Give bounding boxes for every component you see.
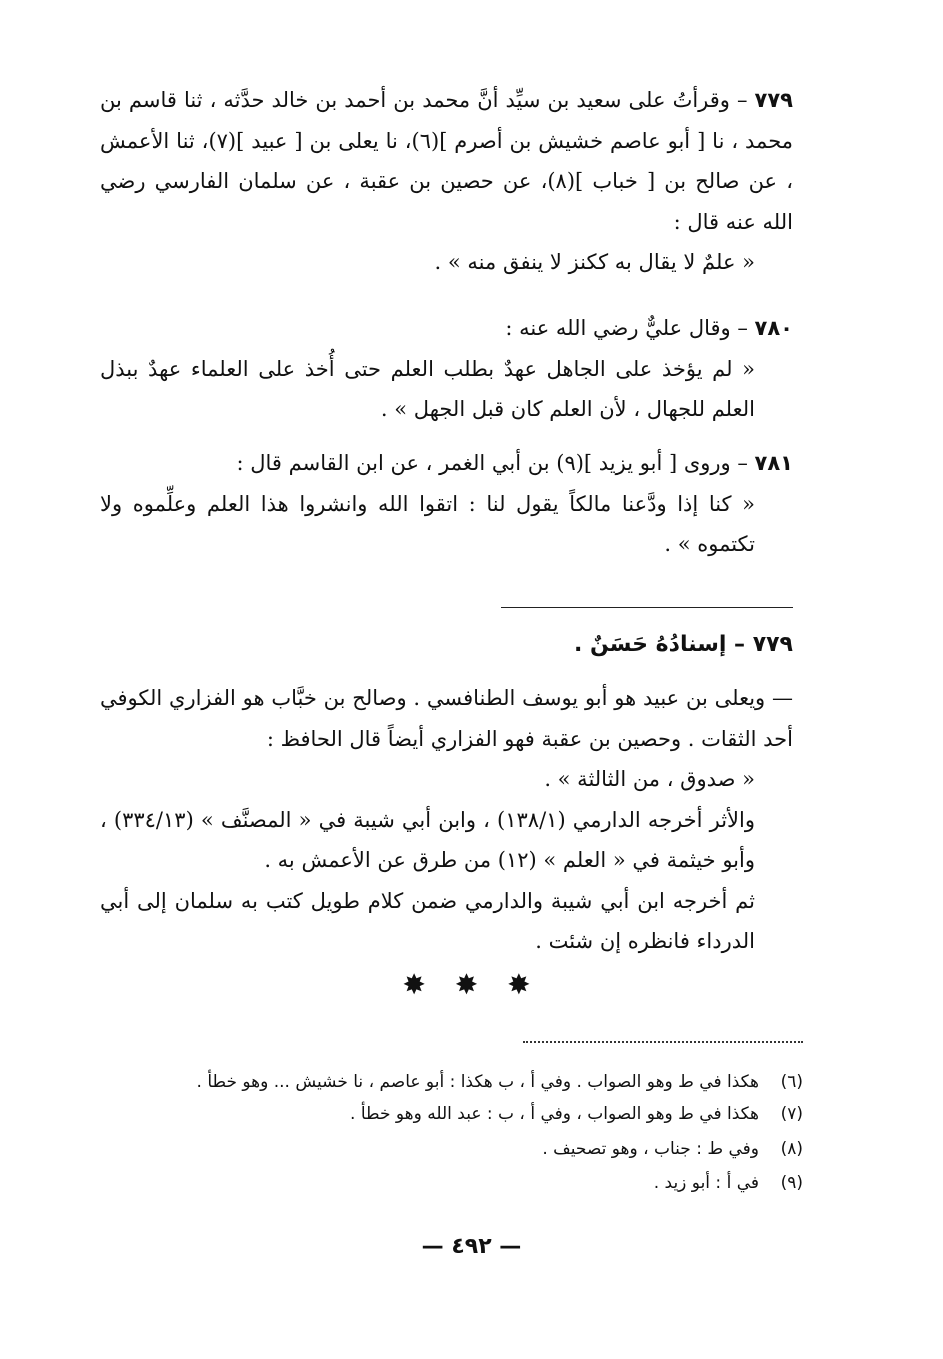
- footnote-text: هكذا في ط وهو الصواب . وفي أ ، ب هكذا : أبو عاصم ، نا خشيش ... وهو خطأ .: [196, 1072, 759, 1092]
- narration-781-text: [100, 443, 793, 484]
- footnote-marker: (٩): [780, 1173, 803, 1193]
- narration-number: ٧٨١: [754, 451, 793, 475]
- commentary-quote: « صدوق ، من الثالثة » .: [544, 767, 755, 791]
- footnote-9: [120, 1168, 803, 1198]
- narration-number: ٧٧٩: [754, 88, 793, 112]
- narration-779-text: [100, 80, 793, 242]
- footnote-8: [120, 1134, 803, 1164]
- narration-body: – وروى [ أبو يزيد ](٩) بن أبي الغمر ، عن ابن القاسم قال :: [236, 451, 755, 475]
- footnote-7: [120, 1099, 803, 1129]
- section-stars-ornament: ✸ ✸ ✸: [402, 968, 541, 1001]
- narration-body: – وقال عليٌّ رضي الله عنه :: [505, 316, 755, 340]
- narration-780-quote: « لم يؤخذ على الجاهل عهدٌ بطلب العلم حتى أُخذ على العلماء عهدٌ ببذل العلم للجهال ، لأن العلم كان قبل الجهل » .: [100, 356, 755, 421]
- footnote-text: وفي ط : جناب ، وهو تصحيف .: [542, 1139, 759, 1159]
- commentary-title: ٧٧٩ – إسنادُهُ حَسَنٌ .: [573, 632, 793, 657]
- narration-number: ٧٨٠: [754, 316, 793, 340]
- commentary-body: [100, 678, 793, 962]
- footnote-marker: (٦): [780, 1072, 803, 1092]
- commentary-paragraph: والأثر أخرجه الدارمي (١٣٨/١) ، وابن أبي شيبة في « المصنَّف » (٣٣٤/١٣) ، وأبو خيثمة في « العلم » (١٢) من طرق عن الأعمش به .: [100, 807, 755, 872]
- narration-780-text: [100, 308, 793, 349]
- narration-779-quote: « علمٌ لا يقال به ككنز لا ينفق منه » .: [434, 250, 755, 274]
- page-number: — ٤٩٢ —: [421, 1234, 522, 1259]
- footnote-divider: [523, 1041, 803, 1043]
- narration-781: [100, 443, 793, 565]
- narration-body: – وقرأتُ على سعيد بن سيِّد أنَّ محمد بن أحمد بن خالد حدَّثه ، ثنا قاسم بن محمد ، نا [ أبو عاصم خشيش بن أصرم ](٦)، نا يعلى بن [ عبيد ](٧)، ثنا الأعمش ، عن صالح بن [ خباب ](٨)، عن حصين بن عقبة ، عن سلمان الفارسي رضي الله عنه قال :: [100, 88, 793, 234]
- footnote-text: في أ : أبو زيد .: [653, 1173, 759, 1193]
- commentary-divider: [501, 607, 793, 608]
- narration-779: [100, 80, 793, 283]
- narration-780: [100, 308, 793, 430]
- commentary-paragraph: — ويعلى بن عبيد هو أبو يوسف الطنافسي . وصالح بن خبَّاب هو الفزاري الكوفي أحد الثقات . وحصين بن عقبة فهو الفزاري أيضاً قال الحافظ :: [100, 686, 793, 751]
- footnote-marker: (٧): [780, 1104, 803, 1124]
- narration-781-quote: « كنا إذا ودَّعنا مالكاً يقول لنا : اتقوا الله وانشروا هذا العلم وعلِّموه ولا تكتموه » .: [100, 491, 755, 556]
- footnote-text: هكذا في ط وهو الصواب ، وفي أ ، ب : عبد الله وهو خطأ .: [350, 1104, 759, 1124]
- footnote-marker: (٨): [780, 1139, 803, 1159]
- footnote-6: [120, 1067, 803, 1097]
- commentary-paragraph: ثم أخرجه ابن أبي شيبة والدارمي ضمن كلام طويل كتب به سلمان إلى أبي الدرداء فانظره إن شئت .: [100, 888, 755, 953]
